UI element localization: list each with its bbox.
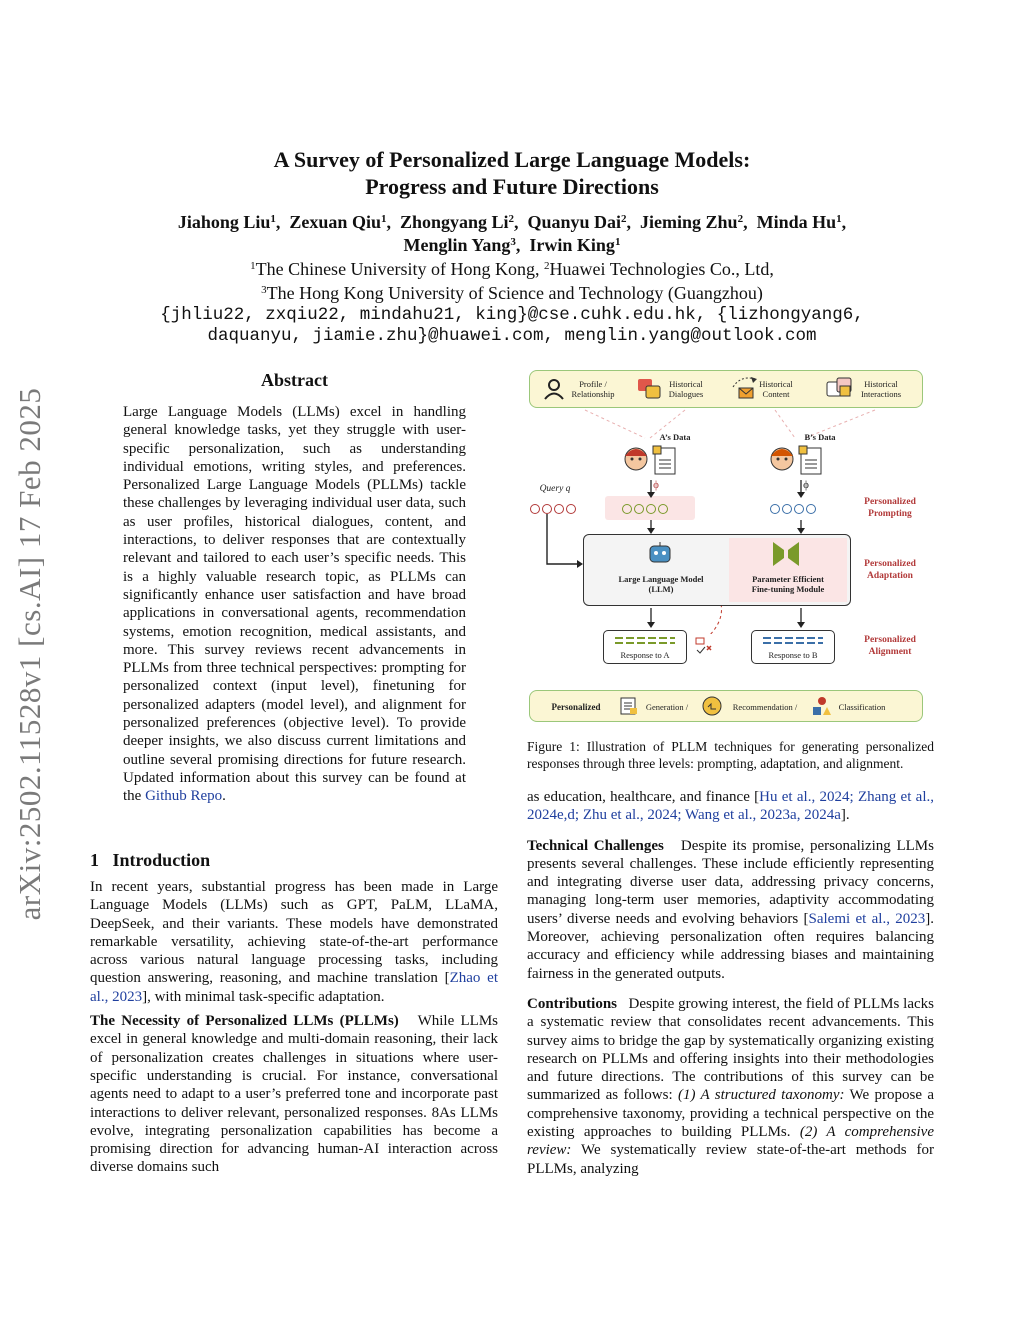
phi-a: ϕ (653, 479, 659, 491)
arxiv-side-label: arXiv:2502.11528v1 [cs.AI] 17 Feb 2025 (12, 387, 47, 921)
intro-heading: 1 Introduction (90, 850, 211, 870)
author: Jiahong Liu (177, 212, 271, 232)
paper-title-line2: Progress and Future Directions (365, 174, 659, 199)
top-item-label: Historical Dialogues (668, 379, 704, 399)
intro-body (90, 878, 498, 1177)
intro-paragraph-1: In recent years, substantial progress has been made in Large Language Models (LLMs) such as GPT, PaLM, LLaMA, DeepSeek, and their variants. These models have demonstrated remarkable versatility, achieving state-of-the-art performance across various natural language processing tasks, including question answering, reasoning, and machine translation [Zhao et al., 2023], with minimal task-specific adaptation. (90, 879, 498, 1005)
right-column-body (527, 788, 934, 1178)
emails-line2: daquanyu, jiamie.zhu}@huawei.com, menglin.yang@outlook.com (207, 326, 817, 346)
affiliations-line2: $^3$The Hong Kong University of Science and Technology (Guangzhou) (261, 283, 763, 303)
classification-icon (811, 695, 833, 717)
query-label: Query q (539, 484, 571, 494)
applications-title: Personalized (551, 702, 601, 712)
generation-icon (619, 696, 639, 716)
level-alignment: Personalized Alignment (864, 635, 916, 657)
response-a-label: Response to A (620, 650, 670, 660)
level-prompting: Personalized Prompting (864, 497, 916, 519)
github-repo-link[interactable]: Github Repo (145, 788, 223, 805)
author: Zexuan Qiu (289, 212, 381, 232)
application-item: Generation / (645, 702, 689, 712)
b-data-label: B’s Data (804, 432, 836, 442)
application-item: Recommendation / (732, 702, 798, 712)
author: Minda Hu (756, 212, 837, 232)
level-adaptation: Personalized Adaptation (864, 559, 916, 581)
authors-line2: Menglin Yang$^3$, Irwin King$^1$ (403, 235, 621, 255)
technical-challenges-paragraph: Technical Challenges Despite its promise, personalizing LLMs presents several challenges. These include efficiently representing and integrating diverse user data, addressing privacy concerns, managing long-term user memories, adaptivity accommodating users’ diverse needs and evolving behaviors [Salemi et al., 2023]. Moreover, achieving personalization often requires balancing accuracy and efficiency while addressing biases and maintaining fairness in the generated outputs. (527, 837, 935, 982)
peft-label: Parameter Efficient Fine-tuning Module (751, 574, 825, 594)
recommendation-icon (701, 695, 723, 717)
author: Menglin Yang (403, 235, 511, 255)
continued-paragraph: as education, healthcare, and finance [Hu et al., 2024; Zhang et al., 2024e,d; Zhu et al., 2024; Wang et al., 2023a, 2024a]. (527, 789, 934, 824)
peft-module-icon (771, 540, 801, 568)
authors-line1: Jiahong Liu$^1$, Zexuan Qiu$^1$, Zhongyang Li$^2$, Quanyu Dai$^2$, Jieming Zhu$^2$, Minda Hu$^1$, (177, 212, 847, 232)
emails-line1: {jhliu22, zxqiu22, mindahu21, king}@cse.cuhk.edu.hk, {lizhongyang6, (160, 305, 864, 325)
top-item-label: Historical Interactions (860, 379, 902, 399)
figure-1 (525, 368, 930, 728)
application-item: Classification (838, 702, 886, 712)
affiliations-line1: $^1$The Chinese University of Hong Kong, $^2$Huawei Technologies Co., Ltd, (250, 259, 774, 279)
phi-b: ϕ (803, 479, 809, 491)
robot-icon (647, 540, 673, 566)
citation-link[interactable]: Hu et al., 2024; Zhang et al., 2024e,d; Zhu et al., 2024; Wang et al., 2023a, 2024a (527, 789, 934, 824)
citation-link[interactable]: Zhao et al., 2023 (90, 970, 498, 1005)
author: Jieming Zhu (640, 212, 738, 232)
chat-icon (637, 377, 661, 401)
author: Irwin King (529, 235, 615, 255)
intro-paragraph-2: The Necessity of Personalized LLMs (PLLMs) While LLMs excel in general knowledge and multi-domain reasoning, their lack of personalization creates challenges in situations where user-specific understanding is crucial. For instance, conversational agents need to adapt to a user’s preferred tone and incorporate past interactions to deliver relevant, personalized responses. 8As LLMs evolve, integrating personalization capabilities has become a promising direction for advancing human-AI interaction across diverse domains such (90, 1013, 498, 1176)
author: Quanyu Dai (527, 212, 622, 232)
author: Zhongyang Li (399, 212, 509, 232)
llm-label: Large Language Model (LLM) (618, 574, 704, 594)
figure-caption: Figure 1: Illustration of PLLM techniques for generating personalized responses through three levels: prompting, adaptation, and alignment. (527, 739, 934, 771)
a-data-label: A’s Data (659, 432, 691, 442)
feedback-icon (693, 634, 719, 656)
top-item-label: Historical Content (759, 379, 793, 399)
top-item-label: Profile / Relationship (571, 379, 615, 399)
citation-link[interactable]: Salemi et al., 2023 (808, 910, 926, 927)
paper-title-line1: A Survey of Personalized Large Language Models: (273, 147, 751, 172)
response-b-label: Response to B (768, 650, 818, 660)
abstract-body: Large Language Models (LLMs) excel in handling general knowledge tasks, yet they struggle with user-specific personalization, such as understanding individual emotions, writing styles, and preferences. Personalized Large Language Models (PLLMs) tackle these challenges by leveraging individual user data, such as user profiles, historical dialogues, content, and interactions, to deliver responses that are contextually relevant and tailored to each user’s specific needs. This is a highly valuable research topic, as PLLMs can significantly enhance user satisfaction and have broad applications in conversational agents, recommendation systems, emotion recognition, medical assistants, and more. This survey reviews recent advancements in PLLMs from three technical perspectives: prompting for personalized context (input level), finetuning for personalized adapters (model level), and alignment for personalized preferences (objective level). To provide deeper insights, we also discuss current limitations and outline several promising directions for future research. Updated information about this survey can be found at the Github Repo. (123, 404, 466, 805)
person-icon (543, 378, 565, 400)
contributions-paragraph: Contributions Despite growing interest, the field of PLLMs lacks a systematic review that consolidates recent advancements. This survey aims to bridge the gap by systematically organizing existing research on PLLMs and offering insights into their methodologies and future directions. The contributions of this survey can be summarized as follows: (1) A structured taxonomy: We propose a comprehensive taxonomy, providing a technical perspective on the existing approaches to building PLLMs. (2) A comprehensive review: We systematically review state-of-the-art methods for PLLMs, analyzing (527, 995, 934, 1177)
abstract-heading: Abstract (261, 370, 328, 390)
